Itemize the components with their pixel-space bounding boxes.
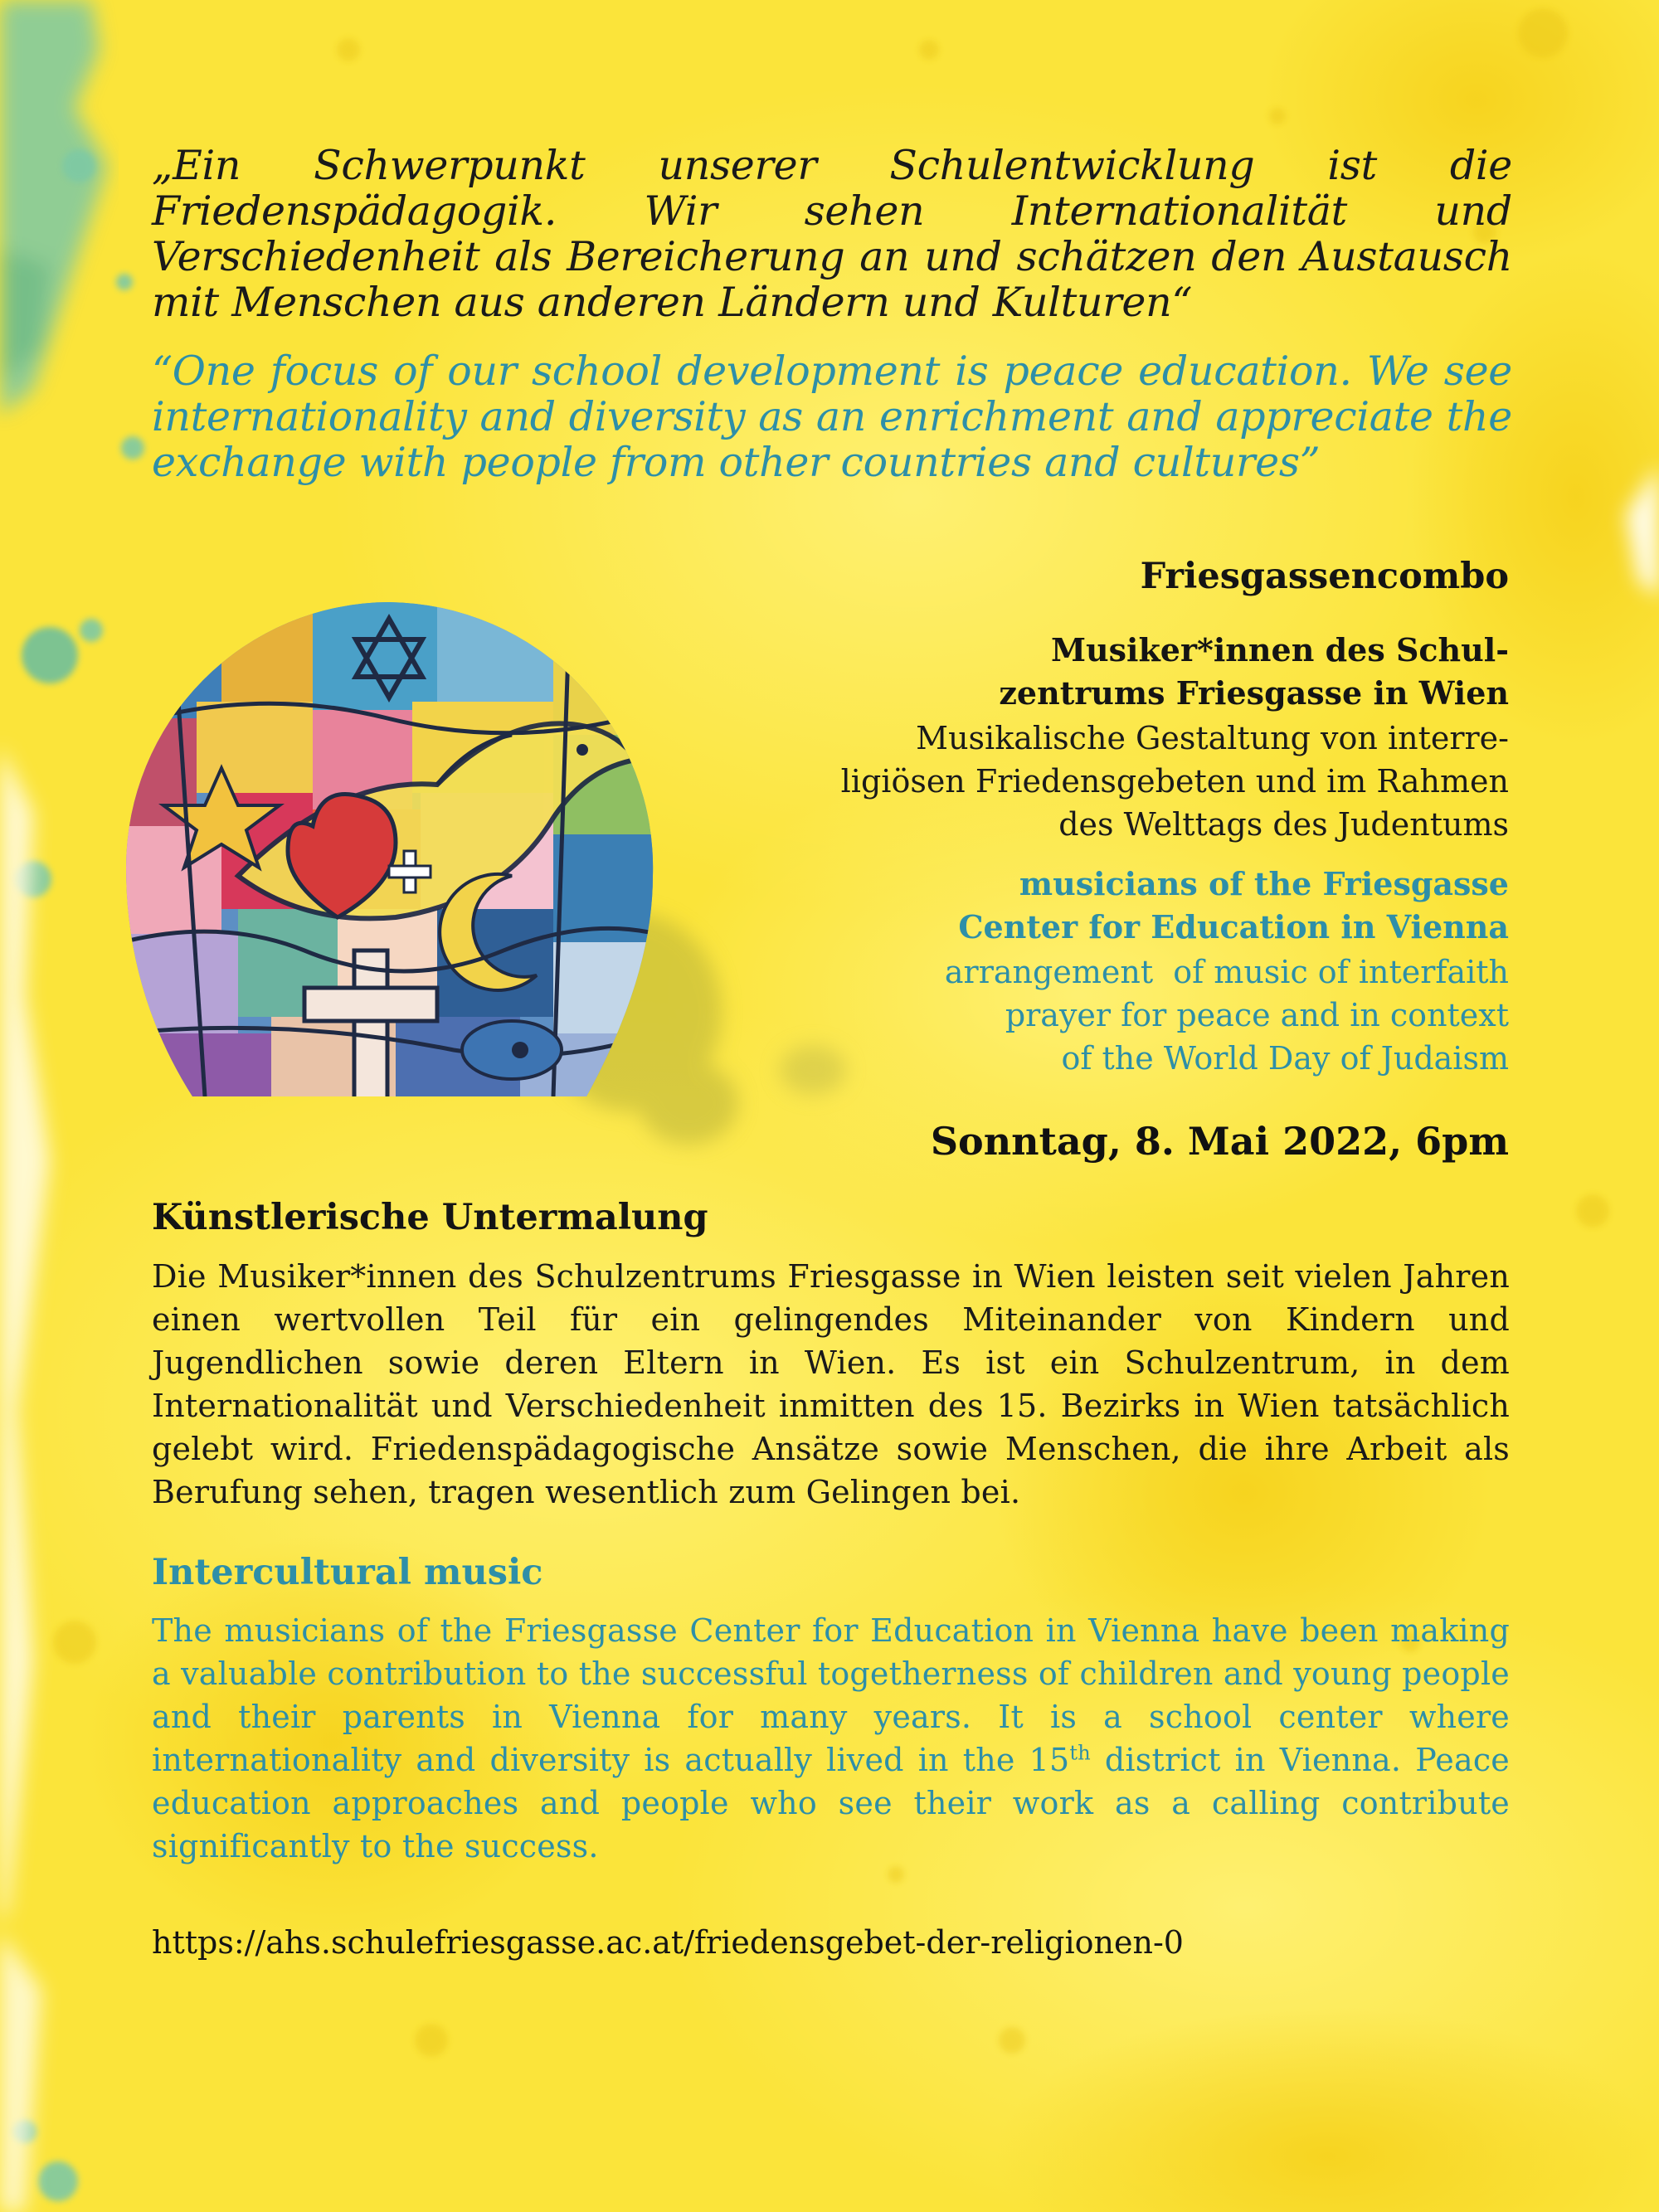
section-title-english: Intercultural music — [152, 1552, 543, 1593]
description-german-line: ligiösen Friedensgebeten und im Rahmen — [840, 763, 1509, 800]
performer-german — [762, 629, 1509, 715]
event-date: Sonntag, 8. Mai 2022, 6pm — [930, 1119, 1509, 1164]
section-text-english-part2: district in Vienna. Peace education approaches and people who see their work as a calling contribute significantly to the success. — [152, 1742, 1510, 1864]
interfaith-painting — [122, 602, 657, 1096]
section-text-english-part1: The musicians of the Friesgasse Center for Education in Vienna have been making a valuable contribution to the successful togetherness of children and young people and their parents in Vienna for many years. It is a school center where internationality and diversity is actually lived in the 15 — [152, 1612, 1510, 1778]
performer-english — [762, 863, 1509, 949]
description-english — [762, 950, 1509, 1080]
description-english-line: of the World Day of Judaism — [1061, 1040, 1509, 1077]
performer-english-line: Center for Education in Vienna — [958, 908, 1509, 946]
performer-german-line: Musiker*innen des Schul- — [1050, 631, 1509, 668]
section-text-english — [152, 1609, 1510, 1868]
quote-german: „Ein Schwerpunkt unserer Schulentwicklung ist die Friedenspädagogik. Wir sehen Internationalität und Verschiedenheit als Bereicherung an und schätzen den Austausch mit Menschen aus anderen Ländern und Kulturen“ — [152, 142, 1512, 326]
website-url[interactable]: https://ahs.schulefriesgasse.ac.at/friedensgebet-der-religionen-0 — [152, 1924, 1184, 1961]
performer-german-line: zentrums Friesgasse in Wien — [999, 674, 1509, 712]
quote-english: “One focus of our school development is peace education. We see internationality and diversity as an enrichment and appreciate the exchange with people from other countries and cultures” — [152, 348, 1512, 486]
description-german — [762, 717, 1509, 846]
description-english-line: prayer for peace and in context — [1005, 997, 1509, 1033]
description-german-line: Musikalische Gestaltung von interre- — [916, 720, 1509, 756]
section-title-german: Künstlerische Untermalung — [152, 1197, 708, 1238]
ordinal-superscript: th — [1069, 1741, 1091, 1765]
section-text-german: Die Musiker*innen des Schulzentrums Friesgasse in Wien leisten seit vielen Jahren einen wertvollen Teil für ein gelingendes Miteinander von Kindern und Jugendlichen sowie deren Eltern in Wien. Es ist ein Schulzentrum, in dem Internationalität und Verschiedenheit inmitten des 15. Bezirks in Wien tatsächlich gelebt wird. Friedenspädagogische Ansätze sowie Menschen, die ihre Arbeit als Berufung sehen, tragen wesentlich zum Gelingen bei. — [152, 1258, 1510, 1510]
performer-english-line: musicians of the Friesgasse — [1019, 865, 1509, 902]
description-german-line: des Welttags des Judentums — [1058, 806, 1509, 843]
event-title: Friesgassencombo — [1140, 556, 1509, 597]
description-english-line: arrangement of music of interfaith — [944, 954, 1509, 990]
